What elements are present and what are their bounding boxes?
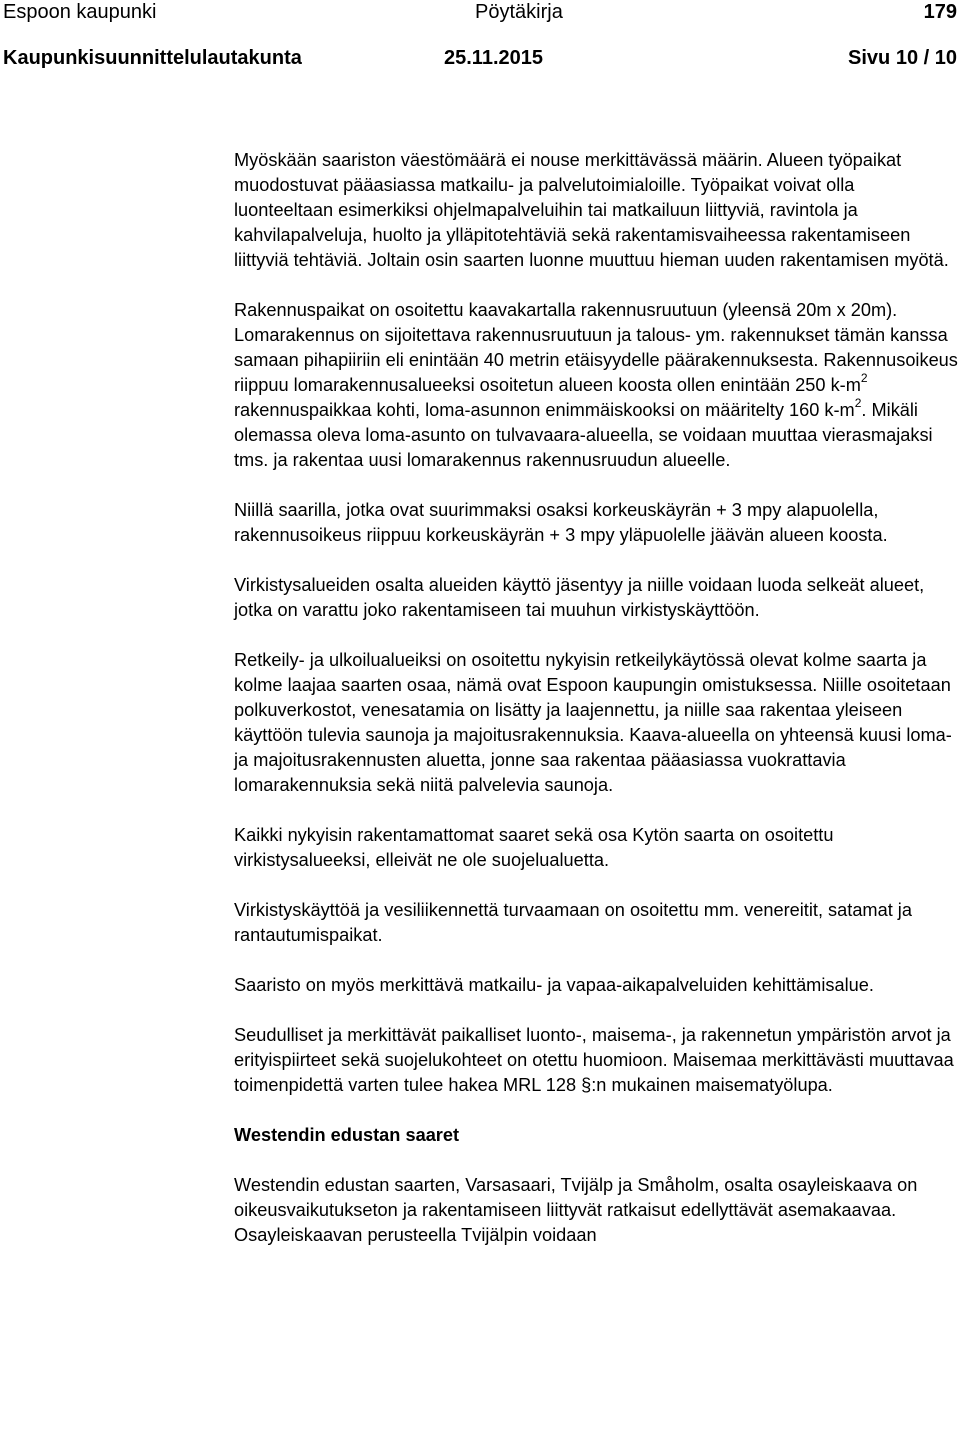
paragraph-5: Retkeily- ja ulkoilualueiksi on osoitettu nykyisin retkeilykäytössä olevat kolme saarta ja kolme laajaa saarten osaa, nämä ovat Espoon kaupungin omistuksessa. Niille osoitetaan polkuverkostot, venesatamia on lisätty ja laajennettu, ja niille saa rakentaa yleiseen käyttöön tulevia saunoja ja majoitusrakennuksia. Kaava-alueella on yhteensä kuusi loma- ja majoitusrakennusten aluetta, jonne saa rakentaa pääasiassa vuokrattavia lomarakennuksia sekä niitä palvelevia saunoja. [234, 650, 952, 795]
section-heading: Westendin edustan saaret [234, 1125, 460, 1145]
paragraph-4: Virkistysalueiden osalta alueiden käyttö jäsentyy ja niille voidaan luoda selkeät alueet, jotka on varattu joko rakentamiseen tai muuhun virkistyskäyttöön. [234, 575, 925, 620]
meeting-date: 25.11.2015 [444, 47, 543, 69]
paragraph-1: Myöskään saariston väestömäärä ei nouse merkittävässä määrin. Alueen työpaikat muodostuvat pääasiassa matkailu- ja palvelutoimialoille. Työpaikat voivat olla luonteeltaan esimerkiksi ohjelmapalveluihin tai matkailuun liittyviä, ravintola ja kahvilapalveluja, huolto ja ylläpitotehtäviä sekä rakentamisvaiheessa rakentamiseen liittyviä tehtäviä. Joltain osin saarten luonne muuttuu hieman uuden rakentamisen myötä. [234, 150, 949, 270]
paragraph-10: Westendin edustan saarten, Varsasaari, Tvijälp ja Småholm, osalta osayleiskaava on oikeusvaikutukseton ja rakentamiseen liittyvät ratkaisut edellyttävät asemakaavaa. Osayleiskaavan perusteella Tvijälpin voidaan [234, 1175, 918, 1245]
page-number: Sivu 10 / 10 [848, 47, 957, 69]
paragraph-9: Seudulliset ja merkittävät paikalliset luonto-, maisema-, ja rakennetun ympäristön arvot ja erityispiirteet sekä suojelukohteet on otettu huomioon. Maisemaa merkittävästi muuttavaa toimenpidettä varten tulee hakea MRL 128 §:n mukainen maisematyölupa. [234, 1025, 954, 1095]
paragraph-2-text-c: . Mikäli olemassa oleva loma-asunto on tulvavaara-alueella, se voidaan muuttaa vierasmajaksi tms. ja rakentaa uusi lomarakennus rakennusruudun alueelle. [234, 400, 933, 470]
superscript-2a: 2 [860, 370, 868, 385]
paragraph-3: Niillä saarilla, jotka ovat suurimmaksi osaksi korkeuskäyrän + 3 mpy alapuolella, rakennusoikeus riippuu korkeuskäyrän + 3 mpy yläpuolelle jäävän alueen koosta. [234, 500, 888, 545]
committee-name: Kaupunkisuunnittelulautakunta [3, 47, 302, 69]
header-row-2 [3, 46, 957, 71]
paragraph-6: Kaikki nykyisin rakentamattomat saaret sekä osa Kytön saarta on osoitettu virkistysalueeksi, elleivät ne ole suojelualuetta. [234, 825, 834, 870]
paragraph-7: Virkistyskäyttöä ja vesiliikennettä turvaamaan on osoitettu mm. venereitit, satamat ja rantautumispaikat. [234, 900, 912, 945]
paragraph-2-text-b: rakennuspaikkaa kohti, loma-asunnon enimmäiskooksi on määritelty 160 k-m [234, 400, 855, 420]
city-name: Espoon kaupunki [3, 1, 157, 23]
paragraph-2-text-a: Rakennuspaikat on osoitettu kaavakartalla rakennusruutuun (yleensä 20m x 20m). Lomarakennus on sijoitettava rakennusruutuun ja talous- ym. rakennukset tämän kanssa samaan pihapiiriin eli enintään 40 metrin etäisyydelle päärakennuksesta. Rakennusoikeus riippuu lomarakennusalueeksi osoitetun alueen koosta ollen enintään 250 k-m [234, 300, 958, 395]
superscript-2b: 2 [854, 395, 862, 410]
paragraph-8: Saaristo on myös merkittävä matkailu- ja vapaa-aikapalveluiden kehittämisalue. [234, 975, 874, 995]
page-header [3, 0, 957, 69]
header-row-1 [3, 0, 957, 25]
section-number: 179 [923, 1, 957, 23]
document-body [234, 148, 958, 1248]
document-type: Pöytäkirja [475, 1, 563, 23]
paragraph-2 [234, 298, 958, 473]
